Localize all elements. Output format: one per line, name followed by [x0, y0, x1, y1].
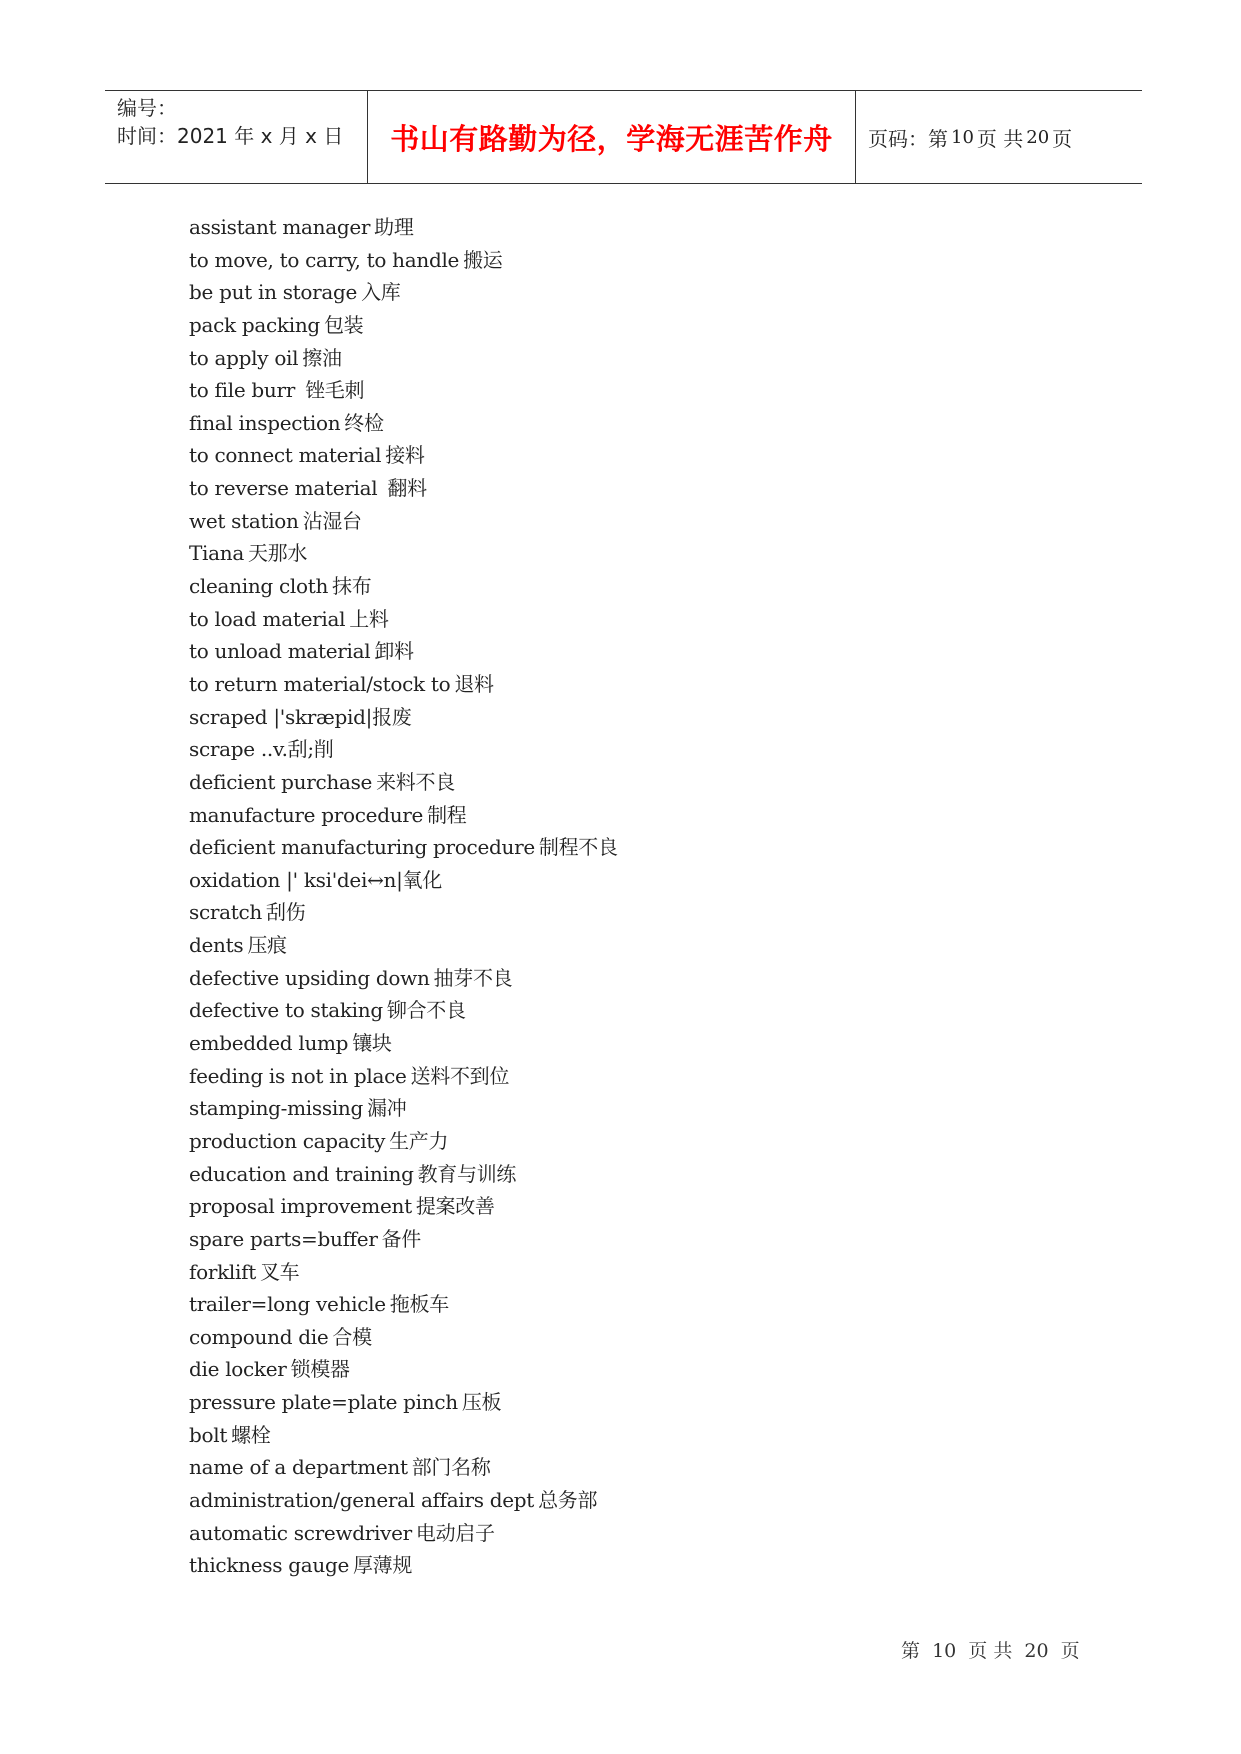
- glossary-term: oxidation |' ksi'dei↔n|氧化: [189, 867, 442, 892]
- glossary-translation: 铆合不良: [386, 998, 466, 1023]
- glossary-entry: [189, 1353, 618, 1386]
- glossary-term: trailer=long vehicle: [189, 1292, 386, 1317]
- glossary-entry: [189, 505, 618, 538]
- glossary-term: cleaning cloth: [189, 574, 329, 599]
- glossary-entry: [189, 439, 618, 472]
- glossary-term: to connect material: [189, 443, 382, 468]
- glossary-term: stamping-missing: [189, 1096, 363, 1121]
- glossary-term: deficient purchase: [189, 769, 373, 794]
- glossary-translation: 抽芽不良: [433, 965, 513, 990]
- page-current: 10: [951, 126, 974, 148]
- glossary-translation: 压板: [461, 1390, 502, 1415]
- glossary-entry: [189, 211, 618, 244]
- glossary-term: pack packing: [189, 312, 320, 337]
- glossary-term: pressure plate=plate pinch: [189, 1390, 458, 1415]
- glossary-term: production capacity: [189, 1128, 386, 1153]
- glossary-entry: [189, 1321, 618, 1354]
- glossary-translation: 抹布: [332, 574, 372, 599]
- glossary-translation: 送料不到位: [410, 1063, 510, 1088]
- glossary-term: defective to staking: [189, 998, 383, 1023]
- glossary-entry: [189, 603, 618, 636]
- glossary-term: education and training: [189, 1161, 414, 1186]
- glossary-translation: 厚薄规: [352, 1553, 413, 1578]
- glossary-entry: [189, 342, 618, 375]
- glossary-entry: [189, 407, 618, 440]
- glossary-translation: 入库: [361, 280, 401, 305]
- glossary-entry: [189, 1190, 618, 1223]
- glossary-term: spare parts=buffer: [189, 1226, 378, 1251]
- glossary-translation: 包装: [323, 312, 364, 337]
- glossary-translation: 总务部: [538, 1487, 598, 1512]
- glossary-term: defective upsiding down: [189, 965, 430, 990]
- glossary-entry: [189, 276, 618, 309]
- glossary-translation: 制程不良: [538, 835, 618, 860]
- glossary-term: scrape ..v.刮;削: [189, 737, 334, 762]
- glossary-entry: [189, 1092, 618, 1125]
- glossary-translation: 锁模器: [290, 1357, 350, 1382]
- glossary-term: dents: [189, 933, 244, 958]
- footer-suffix: 页: [1060, 1640, 1080, 1662]
- glossary-entry: [189, 1484, 618, 1517]
- glossary-translation: 生产力: [389, 1128, 449, 1153]
- glossary-translation: 上料: [349, 606, 389, 631]
- header-motto-cell: [368, 91, 856, 183]
- glossary-translation: 镶块: [352, 1031, 392, 1056]
- glossary-entry: [189, 766, 618, 799]
- glossary-translation: 沾湿台: [302, 508, 362, 533]
- glossary-entry: [189, 1517, 618, 1550]
- glossary-entry: [189, 864, 618, 897]
- glossary-entry: [189, 244, 618, 277]
- glossary-term: to return material/stock to: [189, 671, 451, 696]
- header-page-info: [856, 91, 1142, 183]
- glossary-translation: 搬运: [463, 247, 503, 272]
- glossary-translation: 锉毛刺: [299, 378, 365, 403]
- glossary-term: proposal improvement: [189, 1194, 412, 1219]
- glossary-entry: [189, 1256, 618, 1289]
- glossary-translation: 天那水: [247, 541, 308, 566]
- glossary-term: to file burr: [189, 378, 296, 403]
- glossary-term: wet station: [189, 508, 299, 533]
- glossary-entry: [189, 472, 618, 505]
- glossary-entry: [189, 1060, 618, 1093]
- glossary-term: final inspection: [189, 410, 341, 435]
- glossary-translation: 电动启子: [415, 1520, 495, 1545]
- glossary-translation: 压痕: [247, 933, 287, 958]
- glossary-translation: 翻料: [381, 476, 427, 501]
- glossary-entry: [189, 374, 618, 407]
- glossary-term: forklift: [189, 1259, 256, 1284]
- glossary-term: to apply oil: [189, 345, 299, 370]
- glossary-entry: [189, 1158, 618, 1191]
- glossary-entry: [189, 701, 618, 734]
- glossary-translation: 刮伤: [265, 900, 306, 925]
- glossary-entry: [189, 1288, 618, 1321]
- glossary-term: compound die: [189, 1324, 329, 1349]
- footer-total: 20: [1024, 1640, 1049, 1662]
- glossary-entry: [189, 962, 618, 995]
- glossary-term: to unload material: [189, 639, 371, 664]
- header-meta: [105, 91, 368, 183]
- glossary-entry: [189, 309, 618, 342]
- glossary-term: scratch: [189, 900, 262, 925]
- page-header: [105, 90, 1142, 184]
- glossary-translation: 合模: [332, 1324, 372, 1349]
- glossary-entry: [189, 1125, 618, 1158]
- glossary-term: die locker: [189, 1357, 287, 1382]
- motto: 书山有路勤为径，学海无涯苦作舟: [390, 121, 833, 156]
- glossary-term: administration/general affairs dept: [189, 1487, 535, 1512]
- glossary-translation: 教育与训练: [417, 1161, 517, 1186]
- glossary-term: bolt: [189, 1422, 228, 1447]
- date-label: 时间：2021 年 x 月 x 日: [117, 124, 344, 148]
- glossary-term: embedded lump: [189, 1031, 349, 1056]
- glossary-entry: [189, 994, 618, 1027]
- glossary-term: deficient manufacturing procedure: [189, 835, 535, 860]
- serial-label: 编号：: [117, 96, 177, 120]
- page-mid: 页 共: [976, 126, 1024, 151]
- glossary-entry: [189, 668, 618, 701]
- glossary-translation: 漏冲: [367, 1096, 407, 1121]
- glossary-entry: [189, 929, 618, 962]
- glossary-translation: 提案改善: [415, 1194, 495, 1219]
- footer-current: 10: [932, 1640, 957, 1662]
- glossary-term: scraped |'skræpid|报废: [189, 704, 412, 729]
- glossary-term: to load material: [189, 606, 346, 631]
- glossary-translation: 擦油: [302, 345, 342, 370]
- glossary-entry: [189, 1386, 618, 1419]
- glossary-entry: [189, 1451, 618, 1484]
- glossary-term: to move, to carry, to handle: [189, 247, 460, 272]
- glossary-translation: 叉车: [259, 1259, 300, 1284]
- glossary-translation: 备件: [381, 1226, 421, 1251]
- glossary-translation: 助理: [374, 215, 414, 239]
- glossary-translation: 拖板车: [389, 1292, 449, 1317]
- glossary-term: thickness gauge: [189, 1553, 349, 1578]
- glossary-entry: [189, 537, 618, 570]
- glossary-entry: [189, 1223, 618, 1256]
- glossary-entry: [189, 635, 618, 668]
- glossary-entry: [189, 831, 618, 864]
- page-footer: [898, 1636, 1083, 1663]
- glossary-entry: [189, 1027, 618, 1060]
- glossary-translation: 接料: [385, 443, 425, 468]
- glossary-entry: [189, 799, 618, 832]
- glossary-term: assistant manager: [189, 215, 371, 239]
- glossary-translation: 来料不良: [376, 769, 455, 794]
- glossary-entry: [189, 733, 618, 766]
- glossary-term: name of a department: [189, 1455, 408, 1480]
- page-prefix: 页码：第: [868, 126, 948, 151]
- glossary-entry: [189, 1549, 618, 1582]
- page-total: 20: [1026, 126, 1050, 148]
- glossary-list: [189, 211, 618, 1582]
- footer-prefix: 第: [901, 1640, 921, 1662]
- glossary-term: manufacture procedure: [189, 802, 424, 827]
- glossary-term: automatic screwdriver: [189, 1520, 412, 1545]
- glossary-translation: 部门名称: [411, 1455, 491, 1480]
- glossary-term: be put in storage: [189, 280, 358, 305]
- glossary-translation: 卸料: [374, 639, 414, 664]
- glossary-entry: [189, 1419, 618, 1452]
- glossary-translation: 制程: [427, 802, 467, 827]
- page-suffix: 页: [1052, 126, 1073, 151]
- glossary-term: Tiana: [189, 541, 244, 566]
- glossary-entry: [189, 570, 618, 603]
- glossary-translation: 终检: [344, 410, 384, 435]
- glossary-entry: [189, 896, 618, 929]
- footer-mid: 页 共: [968, 1640, 1013, 1662]
- glossary-translation: 退料: [454, 671, 494, 696]
- glossary-term: feeding is not in place: [189, 1063, 407, 1088]
- glossary-translation: 螺栓: [231, 1422, 271, 1447]
- glossary-term: to reverse material: [189, 476, 378, 501]
